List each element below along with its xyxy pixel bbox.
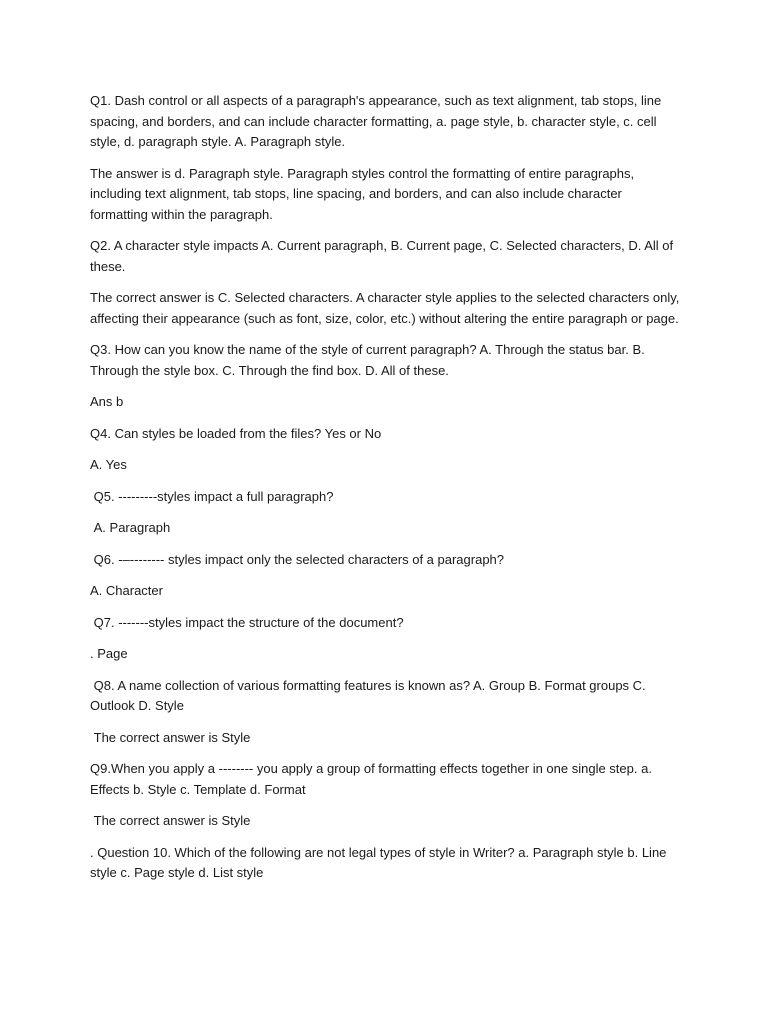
answer-8: The correct answer is Style — [90, 729, 251, 745]
question-5: Q5. ---------styles impact a full paragraph? — [90, 488, 334, 504]
question-4: Q4. Can styles be loaded from the files? Yes or No — [90, 425, 382, 441]
answer-4: A. Yes — [90, 457, 127, 472]
answer-2: The correct answer is C. Selected characters. A character style applies to the selected characters only, affecting their appearance (such as font, size, color, etc.) without altering the entire paragraph or page. — [90, 290, 683, 326]
answer-3: Ans b — [90, 394, 124, 409]
question-3: Q3. How can you know the name of the style of current paragraph? A. Through the status bar. B. Through the style box. C. Through the find box. D. All of these. — [90, 342, 649, 378]
question-6: Q6. -–-------- styles impact only the selected characters of a paragraph? — [90, 551, 505, 567]
answer-7: . Page — [90, 646, 128, 661]
answer-5: A. Paragraph — [90, 520, 171, 535]
question-9: Q9.When you apply a -------- you apply a group of formatting effects together in one single step. a. Effects b. Style c. Template d. Format — [90, 761, 656, 797]
answer-1: The answer is d. Paragraph style. Paragraph styles control the formatting of entire paragraphs, including text alignment, tab stops, line spacing, and borders, and can also include character formatting within the paragraph. — [90, 165, 638, 222]
question-8: Q8. A name collection of various formatting features is known as? A. Group B. Format groups C. Outlook D. Style — [90, 677, 650, 713]
answer-9: The correct answer is Style — [90, 813, 251, 828]
question-7: Q7. -------styles impact the structure of the document? — [90, 614, 404, 630]
question-2: Q2. A character style impacts A. Current paragraph, B. Current page, C. Selected characters, D. All of these. — [90, 238, 677, 274]
question-10: . Question 10. Which of the following are not legal types of style in Writer? a. Paragraph style b. Line style c. Page style d. List style — [90, 844, 671, 880]
question-1: Q1. Dash control or all aspects of a paragraph's appearance, such as text alignment, tab stops, line spacing, and borders, and can include character formatting, a. page style, b. character style, c. cell style, d. paragraph style. A. Paragraph style. — [90, 93, 665, 149]
answer-6: A. Character — [90, 583, 163, 598]
